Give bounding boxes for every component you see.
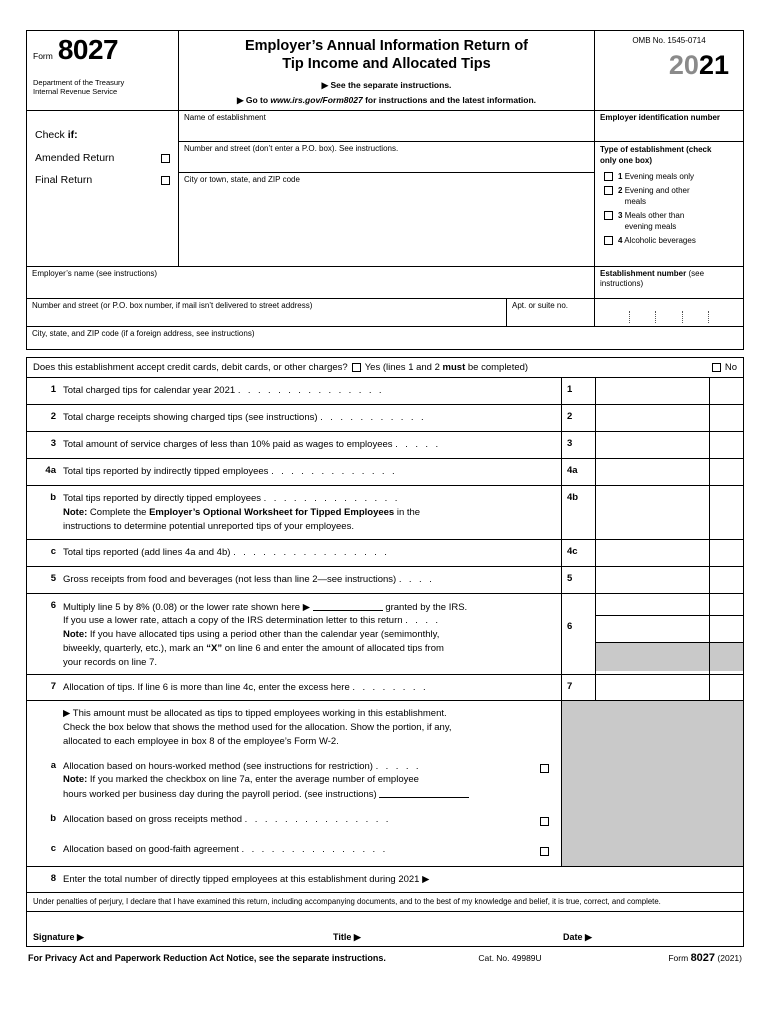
line-6-shaded-cents	[710, 643, 743, 671]
type-3-number: 3	[618, 211, 623, 221]
line-8-label: Enter the total number of directly tipped employees at this establishment during 2021 ▶	[63, 873, 430, 885]
line-7-row	[27, 675, 743, 701]
line-7c-text	[63, 837, 527, 866]
line-5-amount-input[interactable]	[595, 567, 709, 593]
amended-return-label: Amended Return	[35, 152, 115, 165]
type-2-checkbox[interactable]	[604, 186, 613, 195]
line-2-label: Total charge receipts showing charged tips (see instructions)	[63, 412, 318, 424]
line-7b-dots: . . . . . . . . . . . . . . .	[244, 813, 391, 825]
est-digit-1[interactable]	[603, 311, 630, 323]
line-2-text	[63, 405, 561, 431]
line-3-cents-input[interactable]	[709, 432, 743, 458]
line-7c-checkbox-cell[interactable]	[527, 837, 561, 866]
form-word-label: Form	[33, 51, 53, 61]
line-1-row	[27, 378, 743, 405]
signature-row	[27, 911, 743, 946]
line-7a-text	[63, 754, 527, 807]
type-label-line2: only one box)	[600, 155, 652, 165]
line-2-dots: . . . . . . . . . . .	[320, 412, 426, 424]
signature-label: Signature ▶	[33, 932, 84, 943]
employer-city-field[interactable]	[27, 327, 743, 349]
line-4a-amount-input[interactable]	[595, 459, 709, 485]
date-label: Date ▶	[563, 932, 592, 943]
line-7a-number: a	[50, 759, 56, 771]
title-field[interactable]	[327, 932, 557, 946]
line-7c-number: c	[50, 842, 56, 854]
line-4b-row	[27, 486, 743, 539]
line-7a-note-line2: hours worked per business day during the payroll period. (see instructions)	[63, 789, 377, 801]
line-7a-checkbox[interactable]	[540, 764, 549, 773]
type-2-label: Evening and other meals	[618, 186, 690, 206]
line-4b-label: Total tips reported by directly tipped employees	[63, 493, 262, 505]
line-6-note-x: “X”	[206, 642, 223, 654]
form-header	[26, 30, 744, 110]
line-7-sub2: Check the box below that shows the method used for the allocation. Show the portion, if any,	[63, 722, 452, 734]
line-7-number: 7	[50, 681, 56, 693]
line-3-number: 3	[50, 438, 56, 450]
see-instructions-note: ▶ See the separate instructions.	[321, 80, 452, 91]
line-8-number: 8	[50, 872, 56, 884]
tax-year	[601, 50, 737, 81]
line-3-text	[63, 432, 561, 458]
line-4a-cents-input[interactable]	[709, 459, 743, 485]
line-8-row	[27, 867, 743, 892]
line-5-label: Gross receipts from food and beverages (not less than line 2—see instructions)	[63, 573, 397, 585]
line-7c-shaded-block	[561, 837, 743, 866]
line-6-box-label	[561, 594, 595, 675]
type-option-4[interactable]	[595, 232, 743, 246]
catalog-number: Cat. No. 49989U	[478, 953, 542, 964]
type-4-number: 4	[618, 235, 623, 245]
line-6-shaded-area	[596, 643, 709, 671]
final-return-row[interactable]	[35, 174, 170, 186]
line-6-box-number: 6	[567, 620, 573, 632]
line-2-amount-input[interactable]	[595, 405, 709, 431]
type-option-2[interactable]	[595, 182, 743, 207]
est-digit-2[interactable]	[630, 311, 657, 323]
line-6-note-line2-post: on line 6 and enter the amount of allocated tips from	[222, 642, 444, 654]
establishment-city-label: City or town, state, and ZIP code	[184, 175, 300, 185]
line-4c-dots: . . . . . . . . . . . . . . . .	[233, 546, 390, 558]
title-label: Title ▶	[333, 932, 361, 943]
establishment-number-boxes[interactable]	[595, 299, 743, 326]
date-field[interactable]	[557, 932, 743, 946]
ein-field[interactable]	[595, 111, 743, 142]
line-4b-note-a: Complete the	[87, 507, 150, 519]
final-return-checkbox[interactable]	[161, 176, 170, 185]
line-6-label-post: granted by the IRS.	[385, 601, 468, 613]
est-digit-5[interactable]	[709, 311, 735, 323]
line-2-number: 2	[50, 411, 56, 423]
line-4c-amount-input[interactable]	[595, 540, 709, 566]
line-7c-row	[27, 837, 743, 867]
line-1-cents-input[interactable]	[709, 378, 743, 404]
line-4c-label: Total tips reported (add lines 4a and 4b)	[63, 546, 231, 558]
line-1-text	[63, 378, 561, 404]
line-4a-text	[63, 459, 561, 485]
line-4c-cents-input[interactable]	[709, 540, 743, 566]
line-4b-dots: . . . . . . . . . . . . . .	[263, 493, 400, 505]
line-7a-note	[63, 773, 523, 802]
establishment-street-field[interactable]	[179, 142, 594, 173]
line-7b-row	[27, 807, 743, 837]
employer-street-field[interactable]	[27, 299, 507, 326]
line-7-text	[63, 675, 561, 700]
line-6-note	[63, 628, 557, 669]
establishment-number-label: Establishment number	[600, 269, 687, 279]
footer-form-word: Form	[668, 953, 689, 964]
line-6-row	[27, 594, 743, 676]
line-6-number: 6	[50, 599, 56, 611]
line-7c-label: Allocation based on good-faith agreement	[63, 843, 239, 855]
line-7a-row	[27, 754, 743, 807]
line-5-row	[27, 567, 743, 594]
line-7a-checkbox-cell[interactable]	[527, 754, 561, 807]
line-7c-dots: . . . . . . . . . . . . . . .	[241, 843, 388, 855]
line-7-sub-spacer	[27, 701, 63, 753]
line-3-amount-input[interactable]	[595, 432, 709, 458]
line-4c-box-label: 4c	[561, 540, 595, 566]
privacy-notice: For Privacy Act and Paperwork Reduction Act Notice, see the separate instructions.	[28, 953, 386, 964]
check-if-label: Check if:	[35, 129, 78, 142]
line-8-text[interactable]	[63, 867, 743, 892]
line-4b-note-line2: instructions to determine potential unreported tips of your employees.	[63, 520, 354, 532]
line-4b-number: b	[50, 492, 56, 504]
line-7c-checkbox[interactable]	[540, 847, 549, 856]
line-4b-amount-input[interactable]	[595, 486, 709, 538]
line-6-note-line1: If you have allocated tips using a period other than the calendar year (semimonthly,	[87, 629, 440, 641]
line-7a-hours-input[interactable]	[379, 787, 469, 798]
establishment-number-sub: (see instructions)	[600, 269, 705, 289]
line-4c-text	[63, 540, 561, 566]
line-7-instructions-row	[27, 701, 743, 753]
type-label-line1: Type of establishment (check	[600, 145, 712, 155]
signature-field[interactable]	[27, 932, 327, 946]
line-5-dots: . . . .	[398, 573, 435, 585]
line-7a-shaded-block	[561, 754, 743, 807]
line-3-row	[27, 432, 743, 459]
type-option-3[interactable]	[595, 207, 743, 232]
line-7b-shaded-block	[561, 807, 743, 837]
amended-return-row[interactable]	[35, 152, 170, 164]
establishment-address-block	[179, 111, 595, 266]
line-4c-row	[27, 540, 743, 567]
line-4b-note-word: Note:	[63, 507, 88, 519]
line-4b-note-b: in the	[394, 507, 421, 519]
line-6-amount-input[interactable]	[595, 594, 709, 675]
line-5-text	[63, 567, 561, 593]
question-no-checkbox[interactable]	[712, 363, 721, 372]
department-label: Department of the Treasury Internal Revenue Service	[33, 78, 125, 97]
ein-label: Employer identification number	[600, 113, 721, 123]
line-6-text	[63, 594, 561, 675]
line-7-instructions	[63, 701, 527, 753]
credit-card-question-text: Does this establishment accept credit cards, debit cards, or other charges?	[33, 362, 348, 374]
line-7-label: Allocation of tips. If line 6 is more than line 4c, enter the excess here	[63, 682, 350, 694]
type-1-checkbox[interactable]	[604, 172, 613, 181]
form-title-line1: Employer’s Annual Information Return of	[244, 38, 529, 54]
line-1-dots: . . . . . . . . . . . . . . .	[237, 385, 384, 397]
line-5-cents-input[interactable]	[709, 567, 743, 593]
line-4b-worksheet-title: Employer’s Optional Worksheet for Tipped Employees	[149, 507, 395, 519]
line-5-number: 5	[50, 572, 56, 584]
line-7b-checkbox-cell[interactable]	[527, 807, 561, 837]
type-3-label: Meals other than evening meals	[618, 211, 685, 231]
line-2-row	[27, 405, 743, 432]
employer-name-field[interactable]	[27, 267, 595, 298]
type-1-number: 1	[618, 172, 623, 182]
line-3-dots: . . . . .	[395, 439, 441, 451]
tax-year-suffix: 21	[698, 50, 729, 80]
line-7b-text	[63, 807, 527, 837]
line-7-sub1: ▶ This amount must be allocated as tips to tipped employees working in this establishment.	[63, 708, 447, 720]
penalties-of-perjury-statement: Under penalties of perjury, I declare that I have examined this return, including accompanying documents, and to the best of my knowledge and belief, it is true, correct, and complete.	[27, 892, 743, 912]
line-1-box-label: 1	[561, 378, 595, 404]
line-7a-note-line1: If you marked the checkbox on line 7a, enter the average number of employee	[87, 774, 419, 786]
type-4-label: Alcoholic beverages	[624, 235, 696, 245]
type-1-label: Evening meals only	[624, 172, 695, 182]
question-yes-label: Yes (lines 1 and 2 must be completed)	[364, 362, 529, 374]
line-7a-note-word: Note:	[63, 774, 88, 786]
form-title-block	[179, 31, 595, 110]
line-6-note-line3: your records on line 7.	[63, 656, 157, 668]
form-title-line2: Tip Income and Allocated Tips	[282, 56, 491, 73]
line-6-note-line2-pre: biweekly, quarterly, etc.), mark an	[63, 642, 207, 654]
employer-name-label: Employer’s name (see instructions)	[32, 269, 158, 279]
est-digit-4[interactable]	[683, 311, 710, 323]
type-2-number: 2	[618, 186, 623, 196]
establishment-city-field[interactable]	[179, 173, 594, 266]
employer-apt-field[interactable]	[507, 299, 595, 326]
tax-year-prefix: 20	[668, 50, 699, 80]
check-if-block	[27, 111, 179, 266]
employer-block	[26, 267, 744, 350]
line-7-cents-input[interactable]	[709, 675, 743, 700]
line-1-amount-input[interactable]	[595, 378, 709, 404]
type-of-establishment-label	[595, 142, 743, 168]
footer-form-id	[668, 952, 742, 964]
omb-block	[595, 31, 743, 110]
type-4-checkbox[interactable]	[604, 236, 613, 245]
establishment-name-label: Name of establishment	[184, 113, 266, 123]
employer-street-label: Number and street (or P.O. box number, if mail isn’t delivered to street address)	[32, 301, 313, 311]
amended-return-checkbox[interactable]	[161, 154, 170, 163]
form-identity-block	[27, 31, 179, 110]
form-footer	[26, 947, 744, 964]
line-4b-box-label: 4b	[561, 486, 595, 538]
line-2-cents-input[interactable]	[709, 405, 743, 431]
ein-type-block	[595, 111, 743, 266]
line-7-checkbox-spacer	[527, 701, 561, 753]
establishment-number-field[interactable]	[595, 267, 743, 298]
establishment-name-field[interactable]	[179, 111, 594, 142]
line-4a-dots: . . . . . . . . . . . . .	[271, 466, 398, 478]
line-4a-number: 4a	[45, 465, 56, 477]
line-4a-label: Total tips reported by indirectly tipped employees	[63, 466, 269, 478]
form-number: 8027	[57, 34, 119, 65]
line-4b-text	[63, 486, 561, 538]
line-7b-label: Allocation based on gross receipts method	[63, 813, 243, 825]
employer-city-label: City, state, and ZIP code (if a foreign address, see instructions)	[32, 329, 255, 339]
question-no-label: No	[724, 362, 737, 374]
line-3-box-label: 3	[561, 432, 595, 458]
line-4b-note	[63, 506, 557, 534]
line-1-number: 1	[50, 384, 56, 396]
form-body	[26, 357, 744, 947]
line-3-label: Total amount of service charges of less than 10% paid as wages to employees	[63, 439, 393, 451]
line-6-cents-input[interactable]	[709, 594, 743, 675]
footer-form-year: (2021)	[717, 953, 742, 964]
omb-number: OMB No. 1545-0714	[632, 36, 706, 45]
line-4b-cents-input[interactable]	[709, 486, 743, 538]
credit-card-question-row	[27, 358, 743, 378]
line-7b-checkbox[interactable]	[540, 817, 549, 826]
line-6-note-word: Note:	[63, 629, 88, 641]
footer-form-number: 8027	[690, 952, 716, 965]
line-7-box-label: 7	[561, 675, 595, 700]
line-6-label-pre: Multiply line 5 by 8% (0.08) or the lower rate shown here ▶	[63, 601, 311, 613]
line-7-shaded-block-top	[561, 701, 743, 753]
est-digit-3[interactable]	[656, 311, 683, 323]
line-7-sub3: allocated to each employee in box 8 of the employee’s Form W-2.	[63, 735, 339, 747]
line-7-amount-input[interactable]	[595, 675, 709, 700]
establishment-block	[26, 110, 744, 267]
line-7-dots: . . . . . . . .	[352, 682, 428, 694]
type-3-checkbox[interactable]	[604, 211, 613, 220]
line-4a-box-label: 4a	[561, 459, 595, 485]
question-yes-checkbox[interactable]	[352, 363, 361, 372]
goto-url-note: ▶ Go to www.irs.gov/Form8027 for instructions and the latest information.	[236, 95, 537, 106]
line-7b-number: b	[50, 812, 56, 824]
line-6-line2: If you use a lower rate, attach a copy of the IRS determination letter to this return	[63, 615, 403, 627]
line-1-label: Total charged tips for calendar year 2021	[63, 385, 236, 397]
employer-apt-label: Apt. or suite no.	[512, 301, 569, 311]
line-4a-row	[27, 459, 743, 486]
final-return-label: Final Return	[35, 174, 93, 187]
line-7a-dots: . . . . .	[375, 760, 421, 772]
establishment-street-label: Number and street (don’t enter a P.O. box). See instructions.	[184, 144, 399, 154]
line-7a-label: Allocation based on hours-worked method (see instructions for restriction)	[63, 760, 373, 772]
line-4c-number: c	[50, 545, 56, 557]
numbered-lines	[27, 378, 743, 891]
line-5-box-label: 5	[561, 567, 595, 593]
line-2-box-label: 2	[561, 405, 595, 431]
line-6-line2-dots: . . . .	[405, 615, 441, 627]
type-option-1[interactable]	[595, 168, 743, 182]
line-6-rate-input[interactable]	[313, 600, 383, 611]
